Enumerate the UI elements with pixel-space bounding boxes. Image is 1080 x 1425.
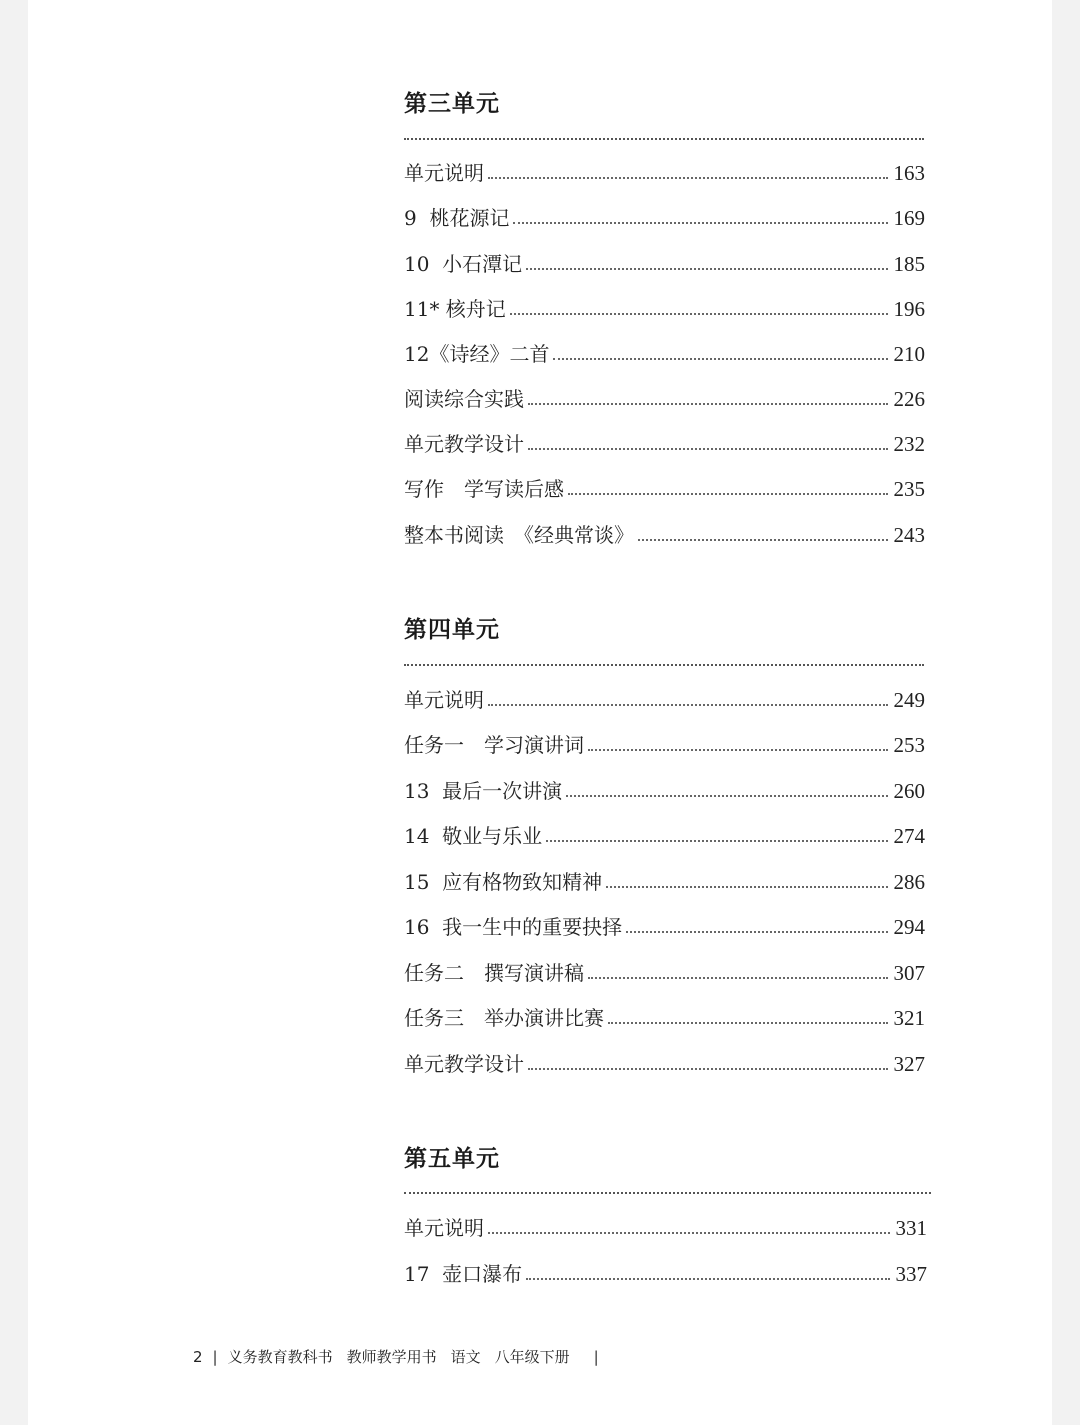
dot-leader — [566, 795, 887, 797]
toc-entry-label: 单元教学设计 — [404, 432, 524, 456]
toc-entry[interactable] — [404, 821, 925, 851]
dot-leader — [608, 1022, 888, 1024]
toc-entry[interactable] — [404, 776, 925, 806]
dot-leader — [638, 539, 888, 541]
toc-entry[interactable] — [404, 1259, 927, 1289]
toc-entry[interactable] — [404, 685, 925, 715]
toc-entry-page: 235 — [893, 477, 925, 501]
unit-heading: 第四单元 — [404, 616, 500, 643]
toc-entry[interactable] — [404, 1049, 925, 1079]
toc-entry-page: 337 — [895, 1262, 927, 1286]
toc-entry-label: 17 壶口瀑布 — [404, 1262, 523, 1286]
toc-entry-page: 210 — [893, 342, 925, 366]
dot-leader — [528, 448, 888, 450]
toc-entry-page: 249 — [893, 688, 925, 712]
unit-heading: 第五单元 — [404, 1145, 500, 1172]
dot-leader — [553, 358, 887, 360]
toc-entry-label: 15 应有格物致知精神 — [404, 870, 603, 894]
toc-entry-label: 任务三 举办演讲比赛 — [404, 1006, 604, 1030]
toc-entry-label: 14 敬业与乐业 — [404, 824, 543, 848]
toc-entry[interactable] — [404, 294, 925, 324]
toc-entry-label: 写作 学写读后感 — [404, 477, 564, 501]
unit-heading: 第三单元 — [404, 90, 500, 117]
toc-entry[interactable] — [404, 867, 925, 897]
toc-entry-page: 226 — [893, 387, 925, 411]
toc-entry-page: 163 — [893, 161, 925, 185]
page-footer — [193, 1345, 609, 1369]
toc-entry-page: 185 — [893, 252, 925, 276]
footer-page-number: 2 — [193, 1348, 203, 1366]
toc-entry-label: 9 桃花源记 — [404, 206, 510, 230]
toc-entry-page: 274 — [893, 824, 925, 848]
footer-separator: | — [593, 1348, 599, 1366]
dot-leader — [626, 931, 887, 933]
unit-divider — [404, 1192, 931, 1194]
toc-entry-page: 294 — [893, 915, 925, 939]
toc-entry[interactable] — [404, 249, 925, 279]
footer-series: 义务教育教科书 — [227, 1348, 333, 1366]
dot-leader — [488, 177, 888, 179]
footer-grade: 八年级下册 — [494, 1348, 570, 1366]
toc-entry-label: 阅读综合实践 — [404, 387, 524, 411]
toc-entry-label: 13 最后一次讲演 — [404, 779, 563, 803]
toc-entry[interactable] — [404, 158, 925, 188]
dot-leader — [528, 1068, 888, 1070]
dot-leader — [606, 886, 887, 888]
toc-entry-page: 260 — [893, 779, 925, 803]
toc-entry[interactable] — [404, 384, 925, 414]
dot-leader — [588, 977, 888, 979]
toc-entry[interactable] — [404, 1213, 927, 1243]
toc-entry-page: 327 — [893, 1052, 925, 1076]
toc-entry-page: 331 — [895, 1216, 927, 1240]
toc-entry-page: 253 — [893, 733, 925, 757]
toc-entry[interactable] — [404, 912, 925, 942]
dot-leader — [526, 1278, 889, 1280]
dot-leader — [568, 493, 888, 495]
toc-entry-label: 任务一 学习演讲词 — [404, 733, 584, 757]
dot-leader — [588, 749, 888, 751]
toc-entry-page: 243 — [893, 523, 925, 547]
toc-entry-label: 10 小石潭记 — [404, 252, 523, 276]
toc-entry[interactable] — [404, 730, 925, 760]
toc-entry-page: 307 — [893, 961, 925, 985]
toc-entry[interactable] — [404, 474, 925, 504]
dot-leader — [510, 313, 888, 315]
unit-divider — [404, 138, 924, 140]
toc-entry-label: 单元说明 — [404, 161, 484, 185]
dot-leader — [528, 403, 888, 405]
toc-entry-page: 169 — [893, 206, 925, 230]
dot-leader — [526, 268, 887, 270]
dot-leader — [488, 704, 888, 706]
toc-entry-label: 11* 核舟记 — [404, 297, 506, 321]
dot-leader — [546, 840, 887, 842]
unit-divider — [404, 664, 924, 666]
toc-entry-label: 单元说明 — [404, 1216, 484, 1240]
toc-entry[interactable] — [404, 429, 925, 459]
toc-entry-page: 286 — [893, 870, 925, 894]
toc-entry-label: 16 我一生中的重要抉择 — [404, 915, 623, 939]
toc-entry-label: 单元说明 — [404, 688, 484, 712]
toc-entry[interactable] — [404, 203, 925, 233]
toc-entry-label: 整本书阅读 《经典常谈》 — [404, 523, 634, 547]
toc-entry[interactable] — [404, 1003, 925, 1033]
footer-subject: 语文 — [450, 1348, 481, 1366]
toc-entry-label: 12《诗经》二首 — [404, 342, 550, 366]
footer-separator: | — [212, 1348, 218, 1366]
footer-book: 教师教学用书 — [346, 1348, 437, 1366]
toc-entry-page: 196 — [893, 297, 925, 321]
toc-entry[interactable] — [404, 339, 925, 369]
toc-entry-page: 232 — [893, 432, 925, 456]
toc-entry-label: 任务二 撰写演讲稿 — [404, 961, 584, 985]
toc-entry-label: 单元教学设计 — [404, 1052, 524, 1076]
dot-leader — [513, 222, 887, 224]
toc-entry-page: 321 — [893, 1006, 925, 1030]
toc-entry[interactable] — [404, 520, 925, 550]
dot-leader — [488, 1232, 890, 1234]
toc-entry[interactable] — [404, 958, 925, 988]
